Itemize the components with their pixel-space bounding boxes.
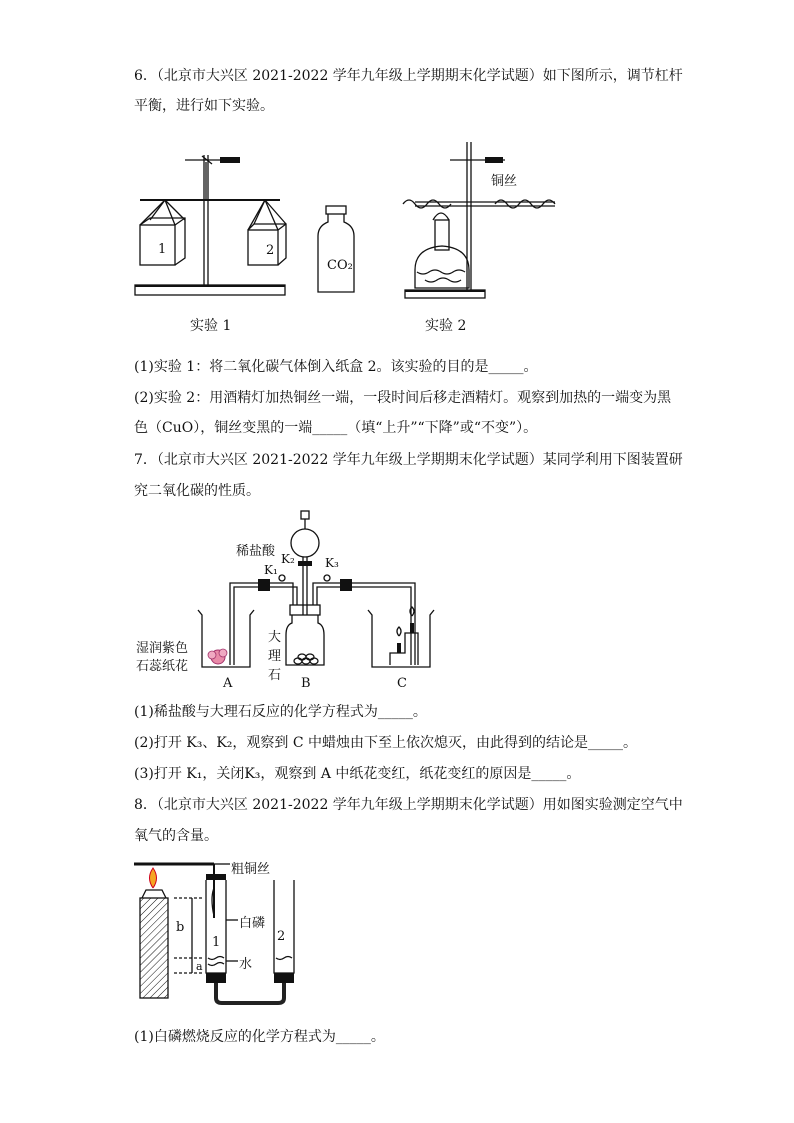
tube2-label: 2 (277, 929, 286, 944)
litmus-flower-label-line2: 石蕊纸花 (136, 659, 189, 674)
q6-experiment1-figure (130, 150, 310, 310)
co2-apparatus-figure (190, 505, 450, 680)
q7-sub1: (1)稀盐酸与大理石反应的化学方程式为_____。 (134, 704, 427, 720)
q6-stem-line2: 平衡，进行如下实验。 (134, 98, 274, 114)
hcl-label: 稀盐酸 (236, 544, 276, 559)
co2-bottle-figure (316, 204, 356, 294)
height-b-label: b (176, 920, 185, 935)
marble-label-3: 石 (268, 668, 282, 683)
q7-sub3: (3)打开 K₁，关闭K₃，观察到 A 中纸花变红，纸花变红的原因是_____。 (134, 766, 581, 782)
q7-stem-line1: 7．（北京市大兴区 2021-2022 学年九年级上学期期末化学试题）某同学利用下图装置研 (134, 452, 683, 468)
co2-label: CO₂ (327, 258, 353, 273)
tube1-label: 1 (212, 935, 221, 950)
beaker-a-label: A (223, 676, 233, 691)
copper-wire-label: 铜丝 (491, 174, 518, 189)
q6-box1-label: 1 (158, 242, 167, 257)
marble-label-1: 大 (268, 630, 282, 645)
q6-sub2-line2: 色（CuO），铜丝变黑的一端_____（填“上升”“下降”或“不变”）。 (134, 420, 538, 436)
bottle-b-label: B (301, 676, 311, 691)
q6-sub1: (1)实验 1：将二氧化碳气体倒入纸盒 2。该实验的目的是_____。 (134, 359, 538, 375)
q8-sub1: (1)白磷燃烧反应的化学方程式为_____。 (134, 1029, 385, 1045)
q8-stem-line1: 8．（北京市大兴区 2021-2022 学年九年级上学期期末化学试题）用如图实验测定空气中 (134, 797, 683, 813)
k1-label: K₁ (264, 563, 278, 577)
litmus-flower-label-line1: 湿润紫色 (136, 641, 189, 656)
white-phosphorus-label: 白磷 (239, 916, 266, 931)
height-a-label: a (196, 960, 203, 973)
copper-wire-thick-label: 粗铜丝 (231, 862, 271, 877)
q6-box2-label: 2 (266, 243, 275, 258)
water-label: 水 (239, 957, 253, 972)
k3-label: K₃ (325, 556, 339, 570)
oxygen-measurement-figure (134, 858, 314, 1008)
q6-stem-line1: 6．（北京市大兴区 2021-2022 学年九年级上学期期末化学试题）如下图所示，调节杠杆 (134, 68, 683, 84)
exp1-caption: 实验 1 (190, 318, 232, 334)
marble-label-2: 理 (268, 649, 282, 664)
exp2-caption: 实验 2 (425, 318, 467, 334)
k2-label: K₂ (281, 552, 295, 566)
q6-experiment2-figure (395, 140, 560, 305)
q7-sub2: (2)打开 K₃、K₂，观察到 C 中蜡烛由下至上依次熄灭，由此得到的结论是_____。 (134, 735, 638, 751)
q6-sub2-line1: (2)实验 2：用酒精灯加热铜丝一端，一段时间后移走酒精灯。观察到加热的一端变为黑 (134, 390, 672, 406)
q7-stem-line2: 究二氧化碳的性质。 (134, 483, 260, 499)
q8-stem-line2: 氧气的含量。 (134, 828, 218, 844)
beaker-c-label: C (397, 676, 407, 691)
